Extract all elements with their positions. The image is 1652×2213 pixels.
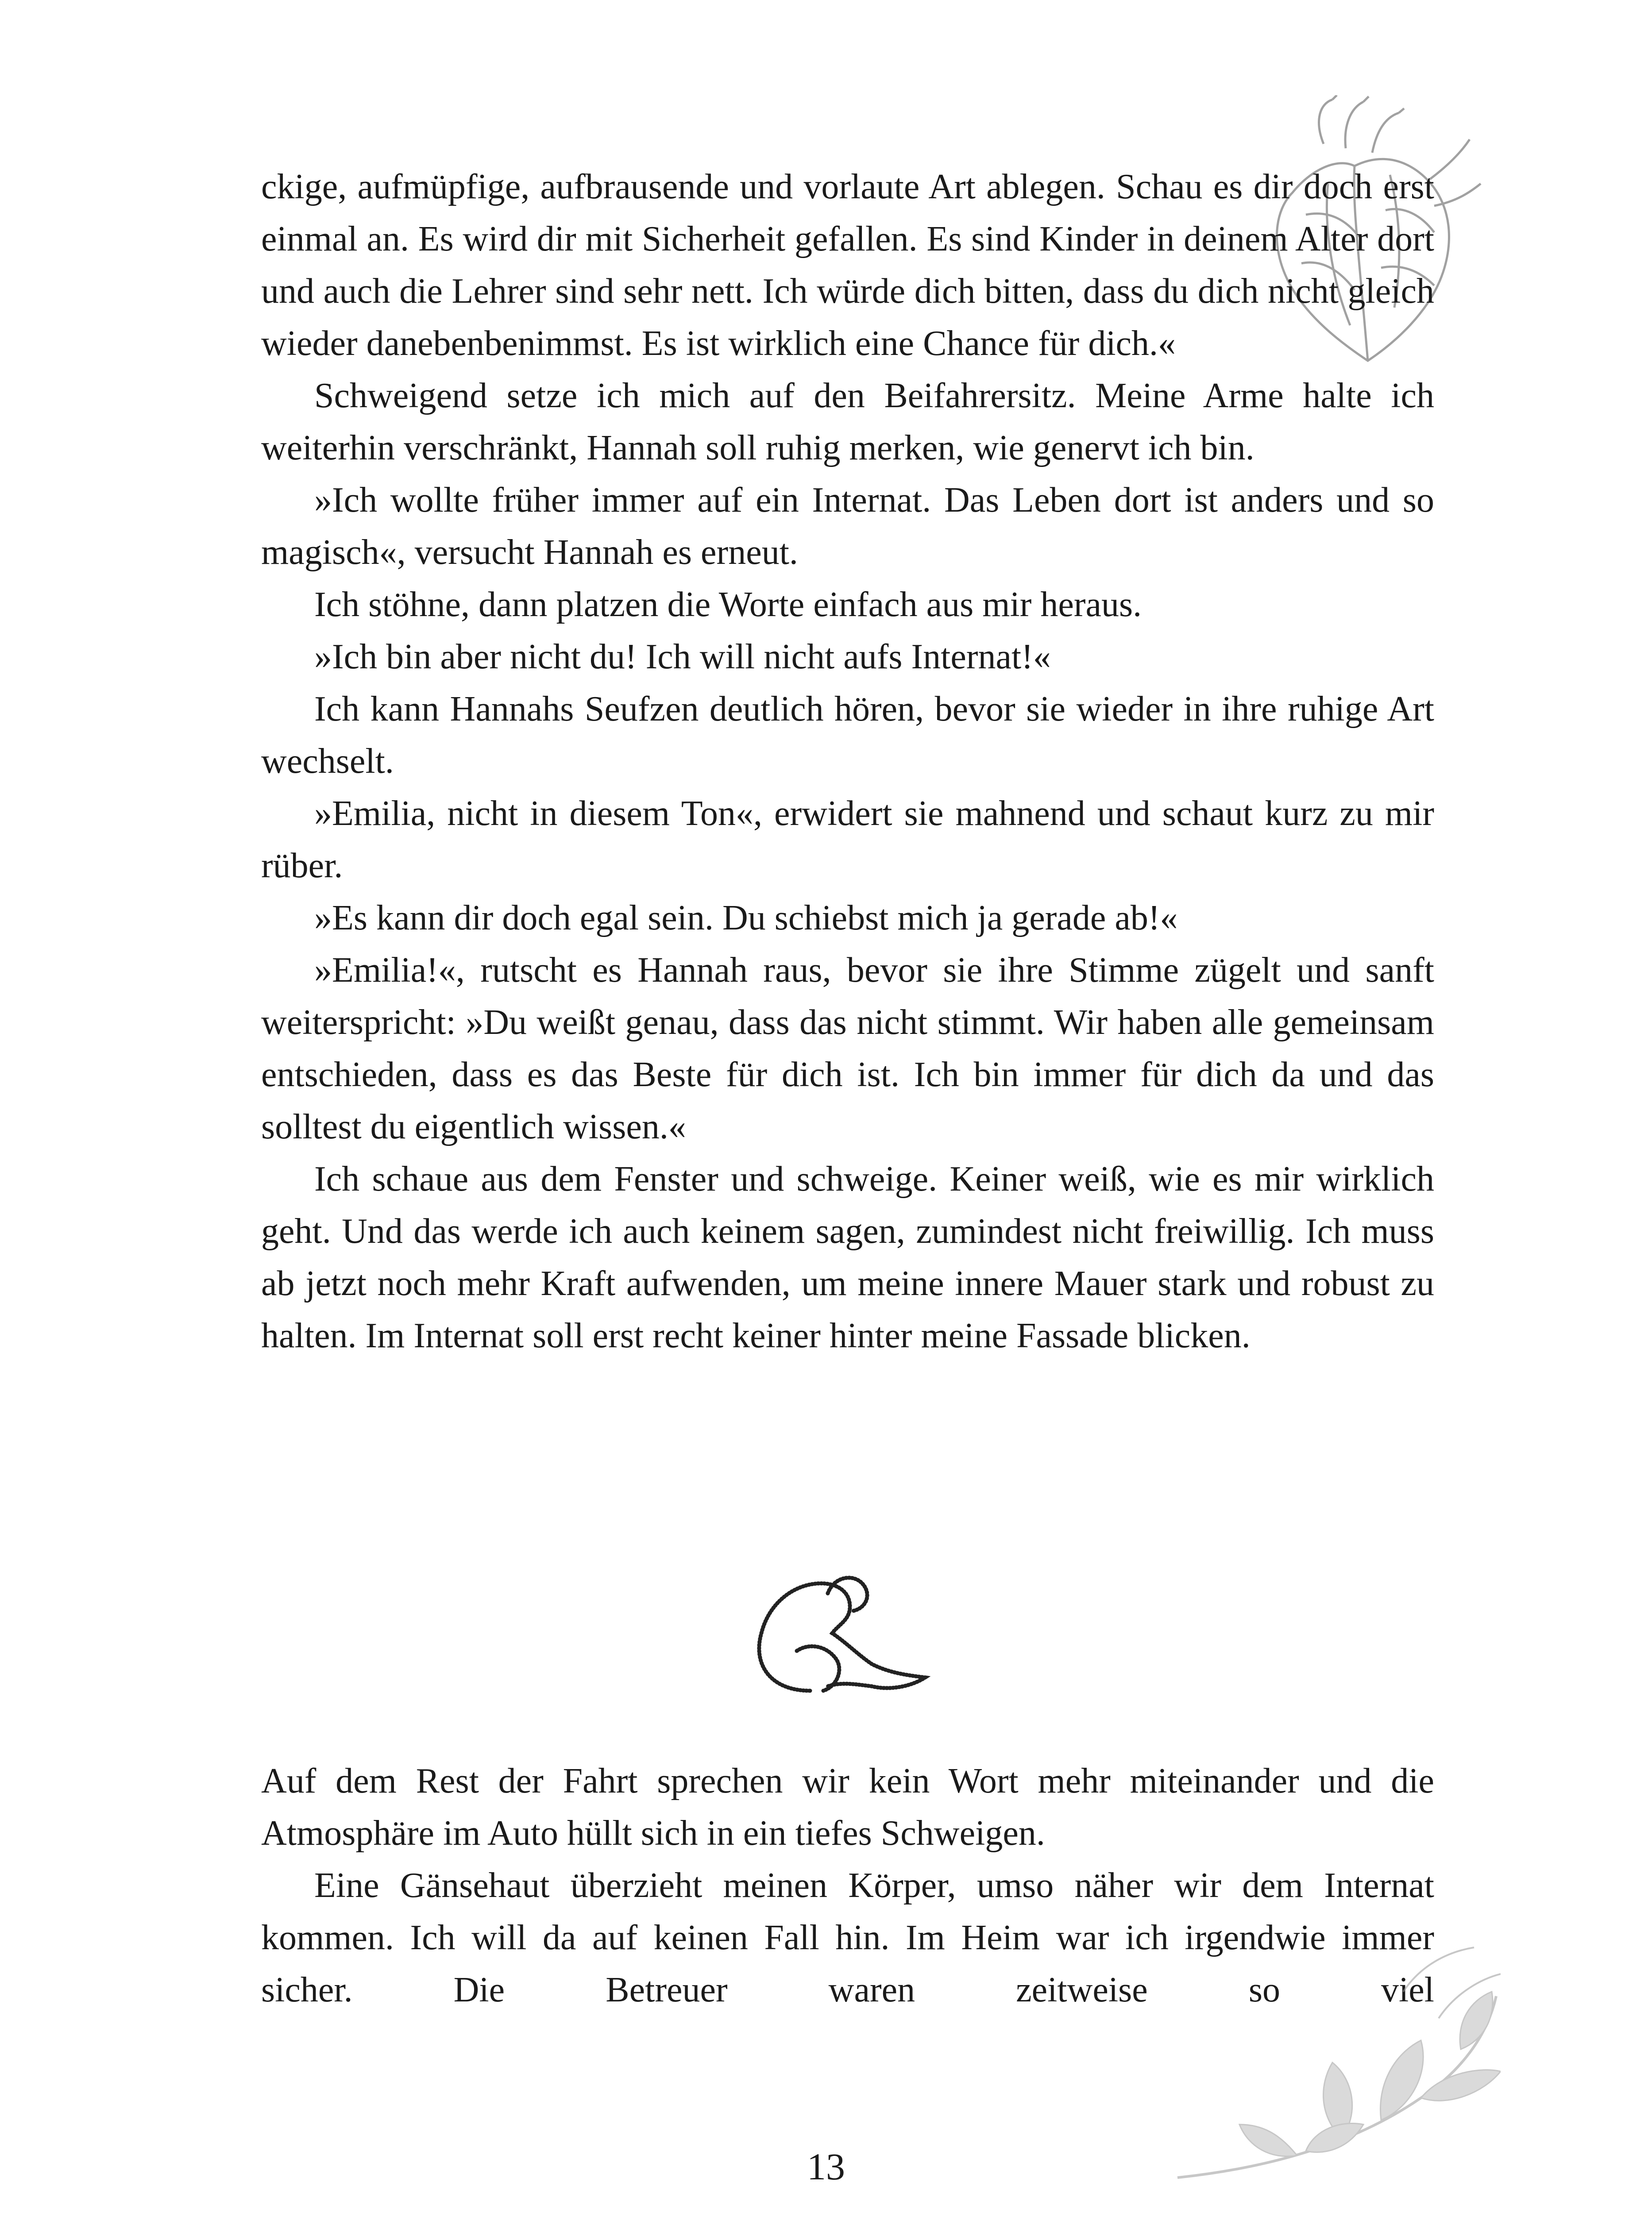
paragraph: »Ich bin aber nicht du! Ich will nicht aufs Internat!« [314, 637, 1051, 676]
hugging-knees-figure-icon [744, 1558, 938, 1704]
paragraph: »Emilia, nicht in diesem Ton«, erwidert sie mahnend und schaut kurz zu mir rüber. [261, 794, 1434, 885]
paragraph: Ich kann Hannahs Seufzen deutlich hören, bevor sie wieder in ihre ruhige Art wechselt. [261, 690, 1434, 781]
paragraph: Ich schaue aus dem Fenster und schweige. Keiner weiß, wie es mir wirklich geht. Und das werde ich auch keinem sagen, zumindest nicht freiwillig. Ich muss ab jetzt noch mehr Kraft aufwenden, um meine innere Mauer stark und robust zu halten. Im Internat soll erst recht keiner hinter meine Fassade blicken. [261, 1160, 1434, 1355]
paragraph: Ich stöhne, dann platzen die Worte einfach aus mir heraus. [314, 585, 1142, 624]
paragraph: ckige, aufmüpfige, aufbrausende und vorlaute Art ablegen. Schau es dir doch erst einmal an. Es wird dir mit Sicherheit gefallen. Es sind Kinder in deinem Alter dort und auch die Lehrer sind sehr nett. Ich würde dich bitten, dass du dich nicht gleich wieder danebenbenimmst. Es ist wirklich eine Chance für dich.« [261, 167, 1434, 363]
paragraph: »Emilia!«, rutscht es Hannah raus, bevor sie ihre Stimme zügelt und sanft weiterspricht: »Du weißt genau, dass das nicht stimmt. Wir haben alle gemeinsam entschieden, dass es das Beste für dich ist. Ich bin immer für dich da und das solltest du eigentlich wissen.« [261, 951, 1434, 1146]
paragraph: Eine Gänsehaut überzieht meinen Körper, umso näher wir dem Internat kommen. Ich will da auf keinen Fall hin. Im Heim war ich irgendwie immer sicher. Die Betreuer waren zeitweise so viel [261, 1866, 1434, 2009]
paragraph: Auf dem Rest der Fahrt sprechen wir kein Wort mehr miteinander und die Atmosphäre im Auto hüllt sich in ein tiefes Schweigen. [261, 1762, 1434, 1853]
main-text-top [261, 161, 1434, 1362]
paragraph: »Ich wollte früher immer auf ein Internat. Das Leben dort ist anders und so magisch«, versucht Hannah es erneut. [261, 481, 1434, 572]
paragraph: Schweigend setze ich mich auf den Beifahrersitz. Meine Arme halte ich weiterhin verschränkt, Hannah soll ruhig merken, wie genervt ich bin. [261, 376, 1434, 467]
paragraph: »Es kann dir doch egal sein. Du schiebst mich ja gerade ab!« [314, 898, 1178, 937]
page-number: 13 [807, 2145, 845, 2188]
